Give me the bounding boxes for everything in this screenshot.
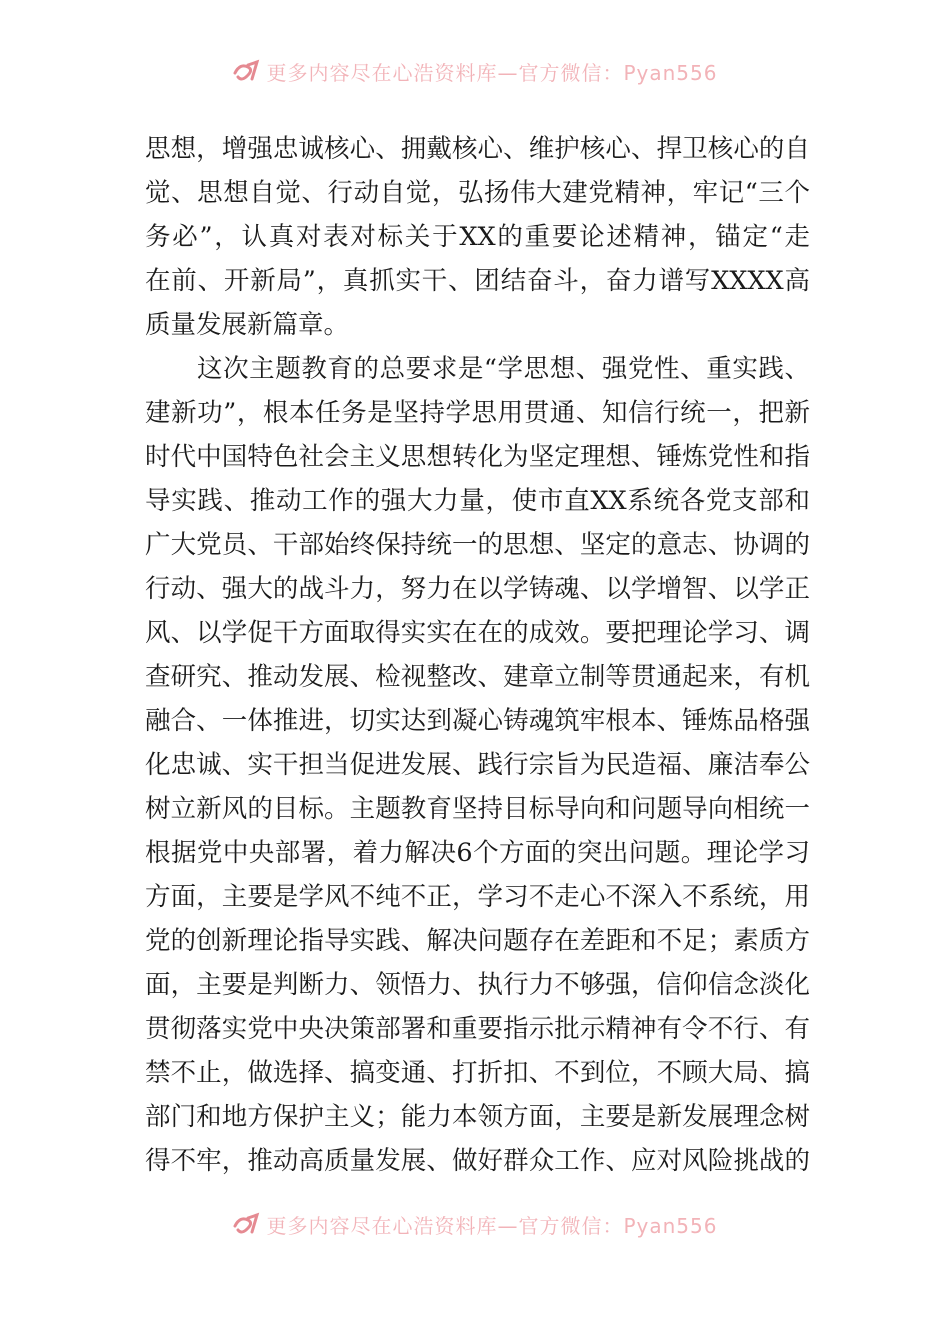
watermark-text: 更多内容尽在心浩资料库—官方微信：Pyan556 [266,60,718,85]
text-line: 化忠诚、实干担当促进发展、践行宗旨为民造福、廉洁奉公 [145,750,810,780]
watermark-logo-icon [232,59,260,83]
text-line: 觉、思想自觉、行动自觉，弘扬伟大建党精神，牢记“三个 [145,178,810,208]
text-line: 根据党中央部署，着力解决6个方面的突出问题。理论学习 [145,838,810,868]
text-line: 禁不止，做选择、搞变通、打折扣、不到位，不顾大局、搞 [145,1058,810,1088]
text-line: 得不牢，推动高质量发展、做好群众工作、应对风险挑战的 [145,1146,810,1176]
text-line: 贯彻落实党中央决策部署和重要指示批示精神有令不行、有 [145,1014,810,1044]
watermark-logo-icon [232,1212,260,1236]
text-line: 树立新风的目标。主题教育坚持目标导向和问题导向相统一 [145,794,810,824]
text-line: 融合、一体推进，切实达到凝心铸魂筑牢根本、锤炼品格强 [145,706,810,736]
paragraph-first-line: 这次主题教育的总要求是“学思想、强党性、重实践、 [197,354,810,384]
text-line: 导实践、推动工作的强大力量，使市直XX系统各党支部和 [145,486,810,516]
text-line: 方面，主要是学风不纯不正，学习不走心不深入不系统，用 [145,882,810,912]
footer-watermark [0,1209,950,1239]
text-line: 在前、开新局”，真抓实干、团结奋斗，奋力谱写XXXX高 [145,266,810,296]
text-line: 时代中国特色社会主义思想转化为坚定理想、锤炼党性和指 [145,442,810,472]
text-line: 建新功”，根本任务是坚持学思用贯通、知信行统一，把新 [145,398,810,428]
text-line: 党的创新理论指导实践、解决问题存在差距和不足；素质方 [145,926,810,956]
document-body [145,127,810,1183]
text-line: 务必”，认真对表对标关于XX的重要论述精神，锚定“走 [145,222,810,252]
text-line: 部门和地方保护主义；能力本领方面，主要是新发展理念树 [145,1102,810,1132]
text-line: 行动、强大的战斗力，努力在以学铸魂、以学增智、以学正 [145,574,810,604]
text-line: 质量发展新篇章。 [145,310,350,340]
text-line: 查研究、推动发展、检视整改、建章立制等贯通起来，有机 [145,662,810,692]
text-line: 风、以学促干方面取得实实在在的成效。要把理论学习、调 [145,618,810,648]
text-line: 面，主要是判断力、领悟力、执行力不够强，信仰信念淡化 [145,970,810,1000]
watermark-text: 更多内容尽在心浩资料库—官方微信：Pyan556 [266,1213,718,1238]
text-line: 思想，增强忠诚核心、拥戴核心、维护核心、捍卫核心的自 [145,134,810,164]
header-watermark [0,56,950,86]
text-line: 广大党员、干部始终保持统一的思想、坚定的意志、协调的 [145,530,810,560]
